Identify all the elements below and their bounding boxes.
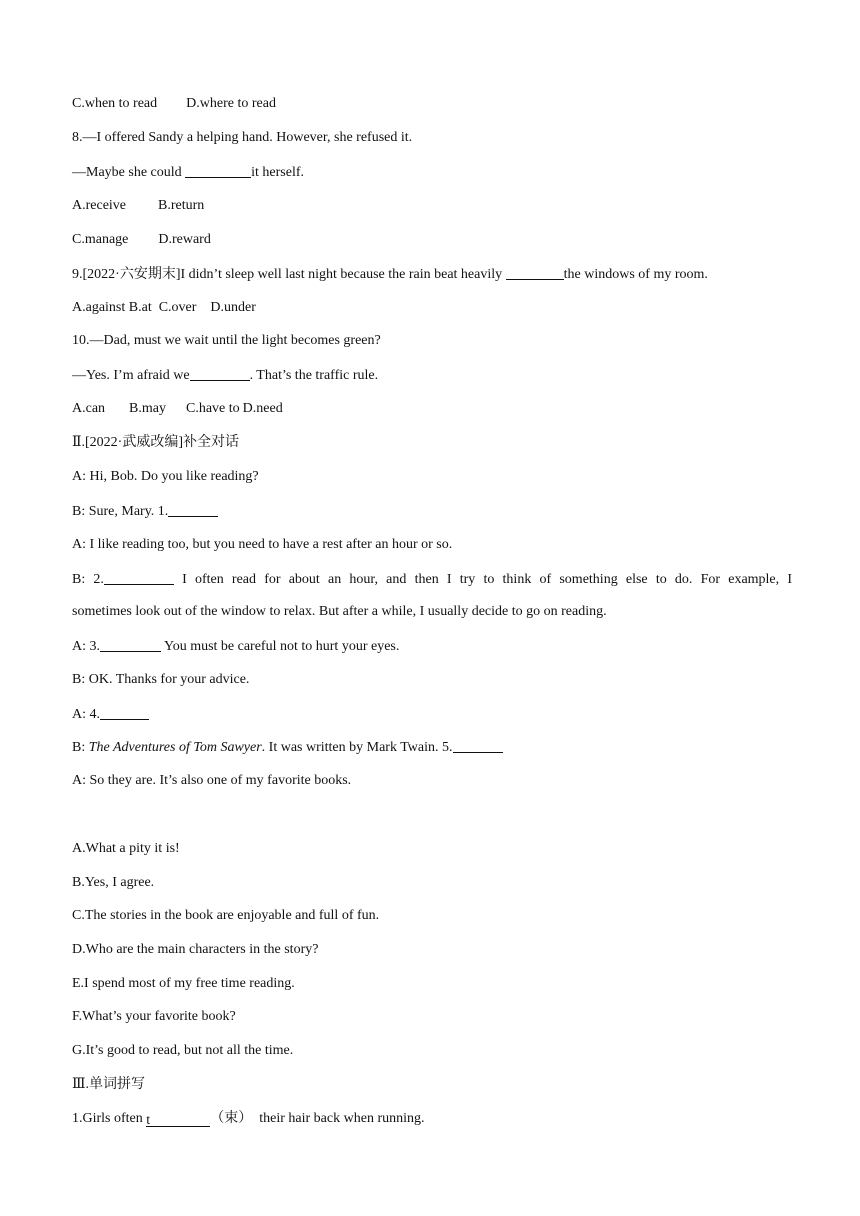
- answer-blank: [190, 366, 250, 381]
- dialogue-line-2: B: Sure, Mary. 1.: [72, 502, 792, 521]
- dialogue-option-b: B.Yes, I agree.: [72, 875, 155, 890]
- option-a: A.receive: [72, 198, 127, 213]
- dialogue-option-d: D.Who are the main characters in the story?: [72, 942, 319, 957]
- answer-blank-4: [100, 705, 149, 720]
- q10-options: [72, 400, 792, 418]
- option-b: B.may: [129, 401, 166, 416]
- option-c: C.manage: [72, 232, 129, 247]
- answer-blank-1: [168, 502, 218, 517]
- dialogue-line-7: A: 4.: [72, 705, 792, 724]
- dialogue-option-f: F.What’s your favorite book?: [72, 1009, 236, 1024]
- q8-options-cd: [72, 231, 792, 249]
- answer-blank-2: [104, 570, 174, 585]
- book-title: The Adventures of Tom Sawyer: [88, 740, 262, 755]
- answer-blank: t: [146, 1112, 210, 1127]
- q7-options-cd: [72, 95, 792, 113]
- dialogue-option-a: A.What a pity it is!: [72, 841, 180, 856]
- answer-blank: [185, 163, 251, 178]
- dialogue-option-e: E.I spend most of my free time reading.: [72, 976, 295, 991]
- dialogue-line-3: A: I like reading too, but you need to have a rest after an hour or so.: [72, 537, 453, 552]
- option-a: A.can: [72, 401, 106, 416]
- q9-options: A.against B.at C.over D.under: [72, 300, 256, 315]
- dialogue-line-6: B: OK. Thanks for your advice.: [72, 672, 250, 687]
- q8-stem: 8.—I offered Sandy a helping hand. However, she refused it.: [72, 130, 413, 145]
- q8-options-ab: [72, 197, 792, 215]
- dialogue-line-4: B: 2. I often read for about an hour, and then I try to think of something else to do. For example, I: [72, 572, 792, 587]
- dialogue-option-c: C.The stories in the book are enjoyable and full of fun.: [72, 908, 380, 923]
- option-d: D.where to read: [186, 96, 276, 111]
- dialogue-line-9: A: So they are. It’s also one of my favorite books.: [72, 773, 352, 788]
- option-c: C.have to: [186, 401, 240, 416]
- dialogue-line-4-cont: sometimes look out of the window to relax. But after a while, I usually decide to go on reading.: [72, 604, 607, 619]
- q9-stem: 9.[2022·六安期末]I didn’t sleep well last night because the rain beat heavily the windows of my room.: [72, 267, 708, 282]
- dialogue-line-1: A: Hi, Bob. Do you like reading?: [72, 469, 259, 484]
- answer-blank-3: [100, 637, 161, 652]
- option-c: C.when to read: [72, 96, 158, 111]
- dialogue-option-g: G.It’s good to read, but not all the time.: [72, 1043, 294, 1058]
- q10-line2: —Yes. I’m afraid we . That’s the traffic rule.: [72, 368, 379, 383]
- option-d: D.need: [242, 401, 283, 416]
- q8-line2: —Maybe she could it herself.: [72, 165, 305, 180]
- answer-blank-5: [453, 738, 503, 753]
- dialogue-line-5: A: 3. You must be careful not to hurt your eyes.: [72, 639, 400, 654]
- spelling-q1: 1.Girls often t （束） their hair back when running.: [72, 1111, 425, 1128]
- q10-stem: 10.—Dad, must we wait until the light becomes green?: [72, 333, 381, 348]
- answer-blank: [506, 265, 564, 280]
- option-b: B.return: [158, 198, 205, 213]
- section-2-heading: Ⅱ.[2022·武威改编]补全对话: [72, 435, 240, 450]
- section-3-heading: Ⅲ.单词拼写: [72, 1077, 146, 1092]
- dialogue-line-8: B: The Adventures of Tom Sawyer. It was written by Mark Twain. 5.: [72, 738, 792, 757]
- option-d: D.reward: [158, 232, 211, 247]
